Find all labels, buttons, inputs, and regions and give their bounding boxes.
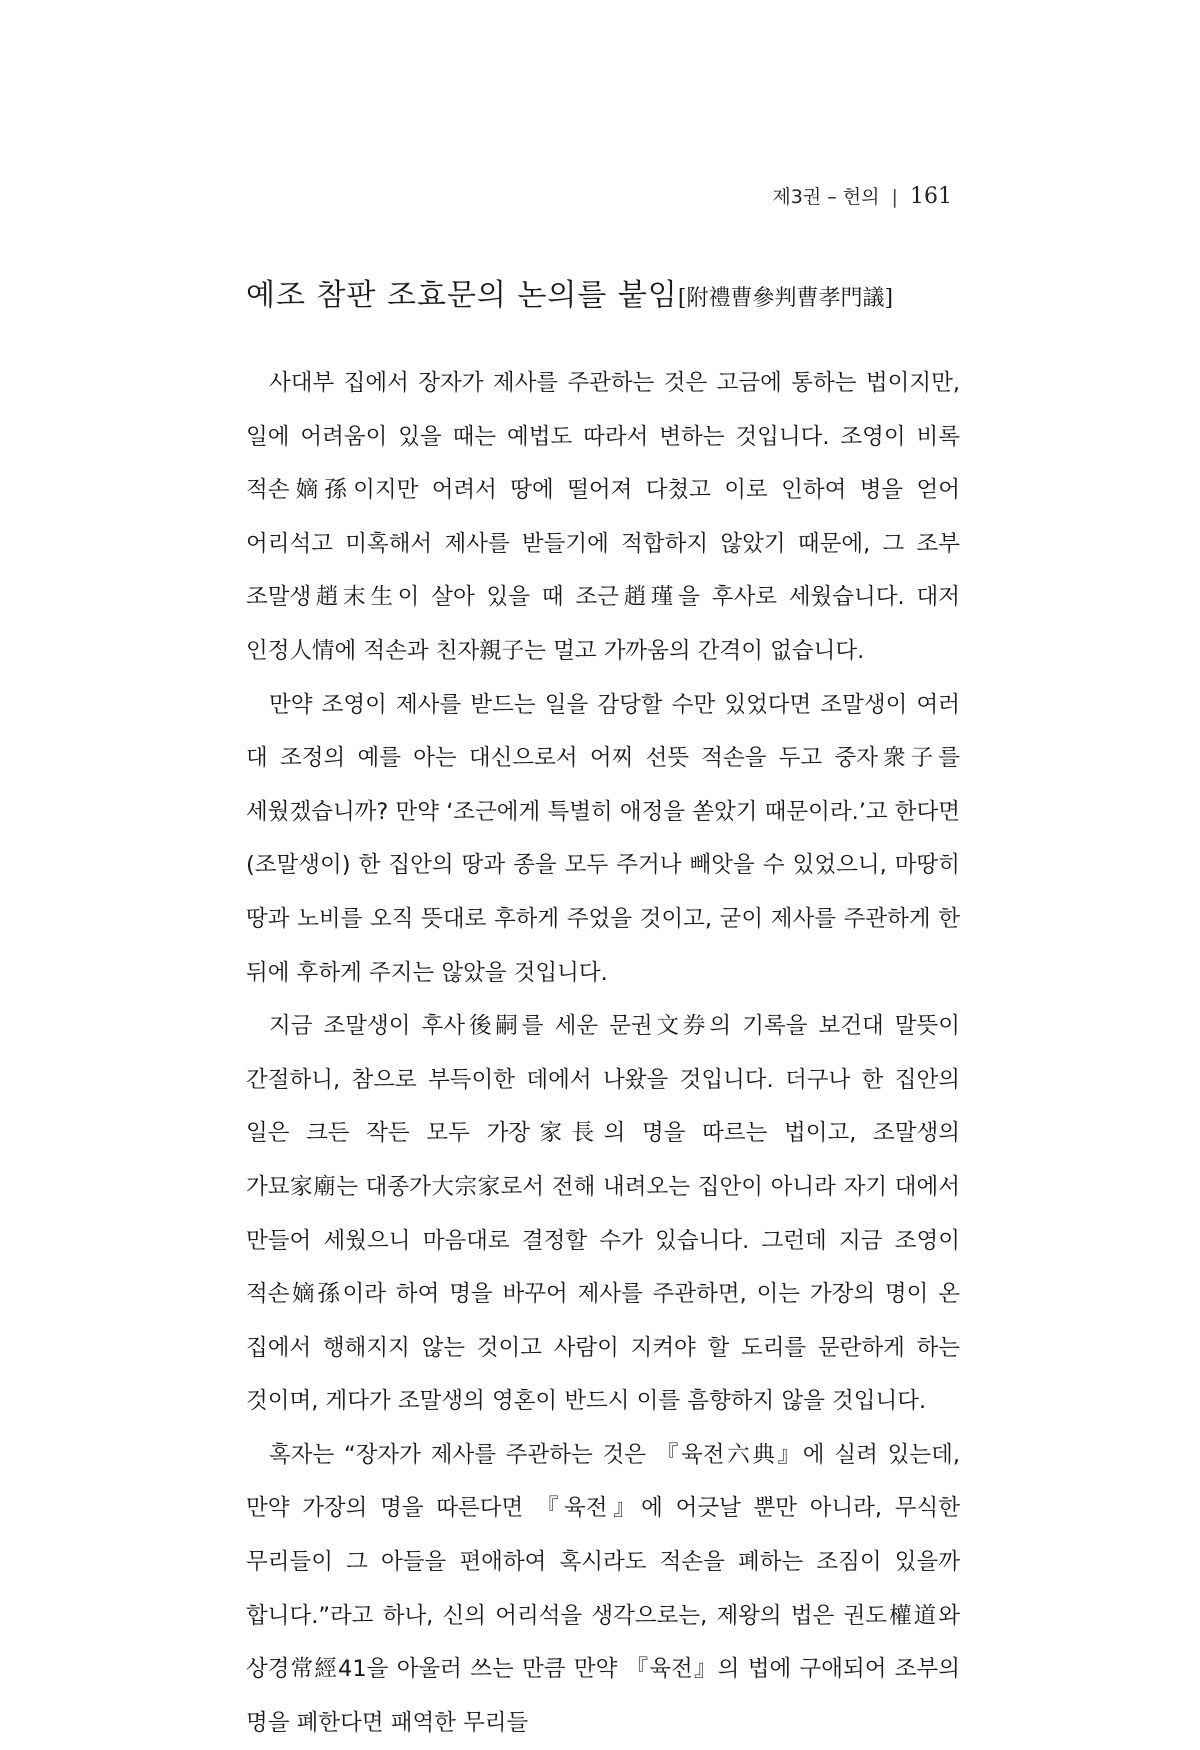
paragraph-1: 사대부 집에서 장자가 제사를 주관하는 것은 고금에 통하는 법이지만, 일에 어려움이 있을 때는 예법도 따라서 변하는 것입니다. 조영이 비록 적손嫡孫이지만 어려서 땅에 떨어져 다쳤고 이로 인하여 병을 얻어 어리석고 미혹해서 제사를 받들기에 적합하지 않았기 때문에, 그 조부 조말생趙末生이 살아 있을 때 조근趙瑾을 후사로 세웠습니다. 대저 인정人情에 적손과 친자親子는 멀고 가까움의 간격이 없습니다. (246, 370, 960, 664)
paragraph-4: 혹자는 “장자가 제사를 주관하는 것은 『육전六典』에 실려 있는데, 만약 가장의 명을 따른다면 『육전』에 어긋날 뿐만 아니라, 무식한 무리들이 그 아들을 편애하여 혹시라도 적손을 폐하는 조짐이 있을까 합니다.”라고 하나, 신의 어리석을 생각으로는, 제왕의 법은 권도權道와 상경常經41을 아울러 쓰는 만큼 만약 『육전』의 법에 구애되어 조부의 명을 폐한다면 패역한 무리들 (246, 1441, 960, 1736)
paragraph-3: 지금 조말생이 후사後嗣를 세운 문권文券의 기록을 보건대 말뜻이 간절하니, 참으로 부득이한 데에서 나왔을 것입니다. 더구나 한 집안의 일은 크든 작든 모두 가장家長의 명을 따르는 법이고, 조말생의 가묘家廟는 대종가大宗家로서 전해 내려오는 집안이 아니라 자기 대에서 만들어 세웠으니 마음대로 결정할 수가 있습니다. 그런데 지금 조영이 적손嫡孫이라 하여 명을 바꾸어 제사를 주관하면, 이는 가장의 명이 온 집에서 행해지지 않는 것이고 사람이 지켜야 할 도리를 문란하게 하는 것이며, 게다가 조말생의 영혼이 반드시 이를 흠향하지 않을 것입니다. (246, 1013, 960, 1415)
section-title-hanja: [附禮曹參判曹孝門議] (677, 286, 894, 311)
paragraph-2: 만약 조영이 제사를 받드는 일을 감당할 수만 있었다면 조말생이 여러 대 조정의 예를 아는 대신으로서 어찌 선뜻 적손을 두고 중자衆子를 세웠겠습니까? 만약 ‘조근에게 특별히 애정을 쏟았기 때문이라.’고 한다면 (조말생이) 한 집안의 땅과 종을 모두 주거나 빼앗을 수 있었으니, 마땅히 땅과 노비를 오직 뜻대로 후하게 주었을 것이고, 굳이 제사를 주관하게 한 뒤에 후하게 주지는 않았을 것입니다. (246, 691, 960, 986)
header-dash: – (827, 186, 837, 208)
section-title-text: 예조 참판 조효문의 논의를 붙임 (246, 278, 678, 313)
volume-label: 제3권 (772, 186, 822, 208)
header-divider: | (891, 186, 898, 208)
body-text (246, 357, 960, 1750)
section-title (246, 270, 966, 314)
running-header (772, 182, 952, 209)
section-label: 헌의 (842, 186, 880, 208)
page-number: 161 (910, 184, 952, 209)
